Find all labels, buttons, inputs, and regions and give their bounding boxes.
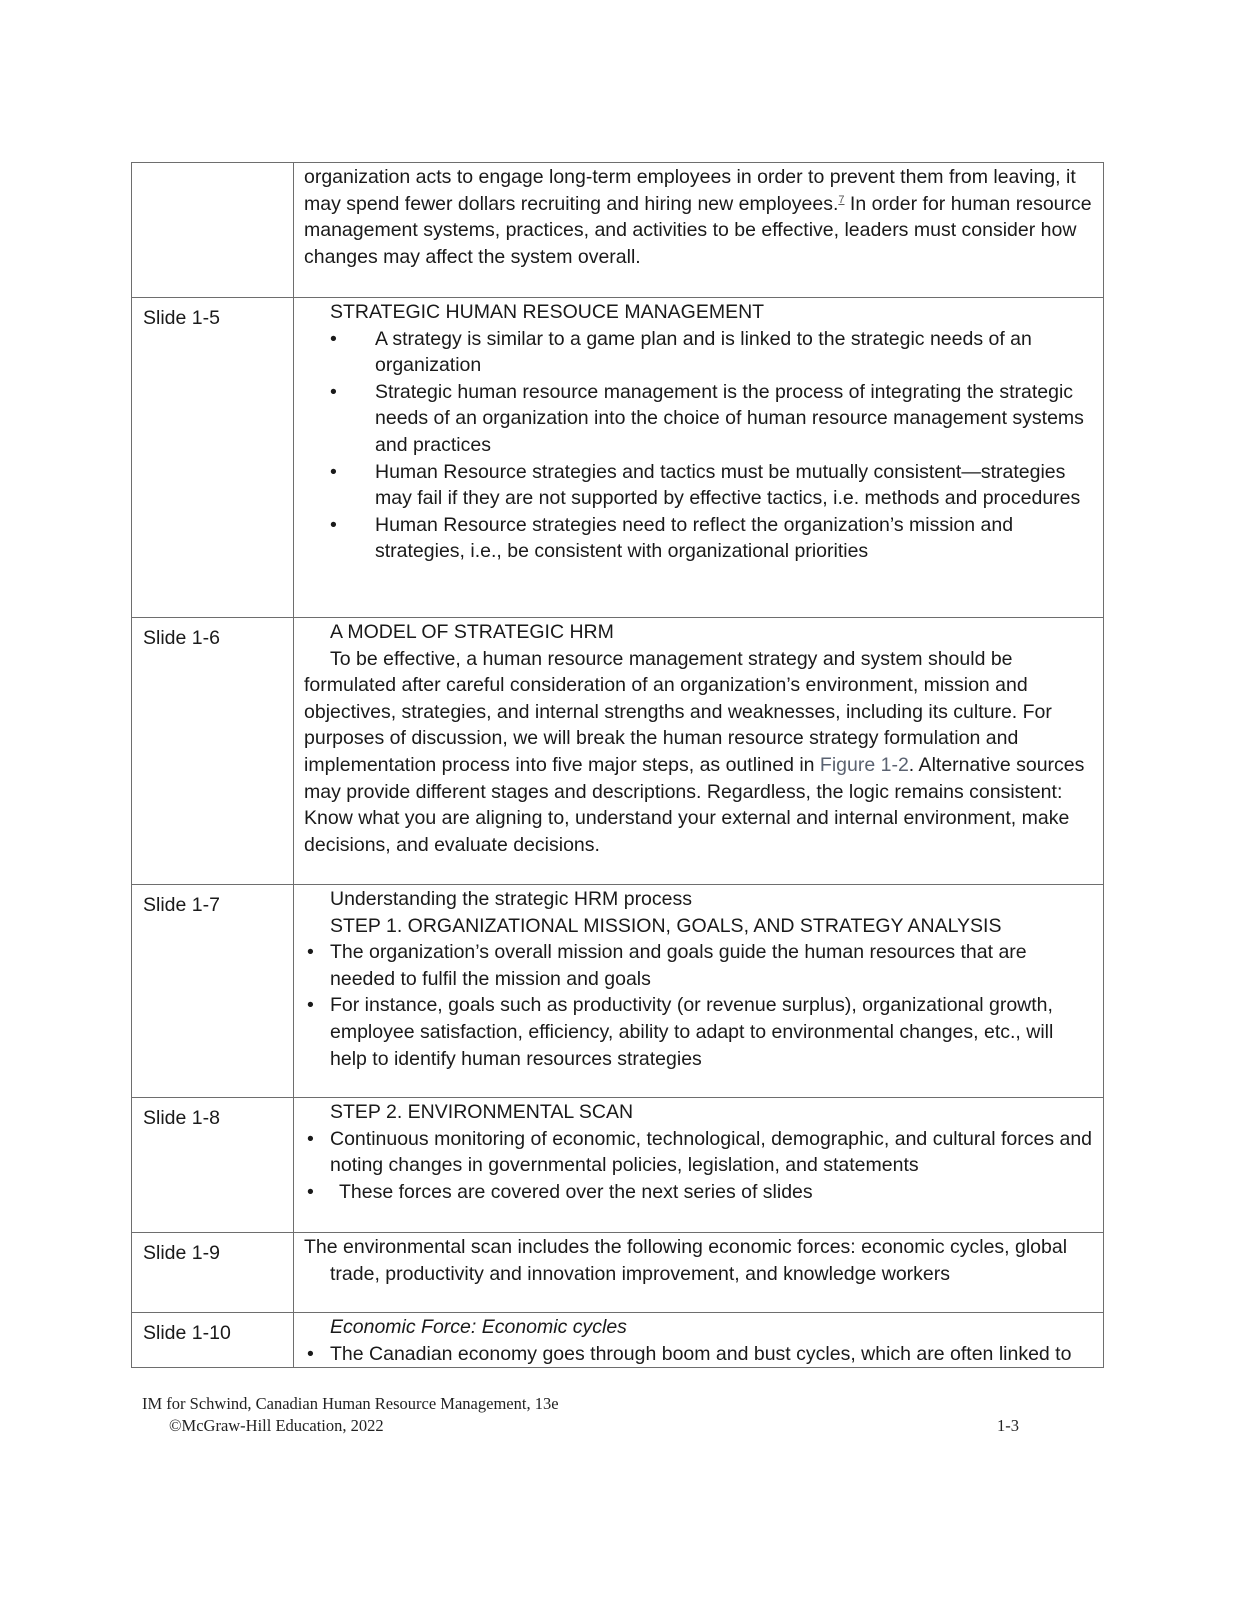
row-content [294,618,1104,885]
footnote-link[interactable]: 7 [838,193,845,206]
table-row [132,1233,1104,1313]
footer-copyright: ©McGraw-Hill Education, 2022 [169,1416,384,1435]
bullet-icon: • [307,941,314,964]
paragraph: The environmental scan includes the following economic forces: economic cycles, global trade, productivity and innovation improvement, and knowledge workers [304,1236,1068,1285]
list-item: • These forces are covered over the next series of slides [304,1179,1093,1206]
slide-label: Slide 1-5 [132,298,294,618]
section-heading: Economic Force: Economic cycles [330,1316,627,1338]
section-heading: STRATEGIC HUMAN RESOUCE MANAGEMENT [330,301,765,323]
bullet-icon: • [307,1180,314,1203]
row-content [294,1313,1104,1368]
bullet-icon: • [330,327,337,350]
footer-title: IM for Schwind, Canadian Human Resource Management, 13e [142,1394,559,1413]
section-subheading: Understanding the strategic HRM process [330,888,692,910]
table-row [132,618,1104,885]
slide-label: Slide 1-9 [132,1233,294,1313]
slide-notes-table [131,162,1104,1368]
bullet-icon: • [307,994,314,1017]
slide-label: Slide 1-7 [132,885,294,1098]
bullet-icon: • [307,1127,314,1150]
paragraph: To be effective, a human resource management strategy and system should be formulated after careful consideration of an organization’s environment, mission and objectives, strategies, and internal strengths and weaknesses, including its culture. For purposes of discussion, we will break the human resource strategy formulation and implementation process into five major steps, as outlined in Figure 1-2. Alternative sources may provide different stages and descriptions. Regardless, the logic remains consistent: Know what you are aligning to, understand your external and internal environment, make decisions, and evaluate decisions. [304,647,1085,856]
page-number: 1-3 [997,1416,1019,1435]
bullet-icon: • [330,460,337,483]
slide-label: Slide 1-10 [132,1313,294,1368]
paragraph: organization acts to engage long-term employees in order to prevent them from leaving, it may spend fewer dollars recruiting and hiring new employees.$^7$ In order for human resource management systems, practices, and activities to be effective, leaders must consider how changes may affect the system overall. [304,166,1092,268]
row-content [294,298,1104,618]
row-content [294,163,1104,298]
section-heading: STEP 2. ENVIRONMENTAL SCAN [330,1101,634,1123]
list-item: • The organization’s overall mission and goals guide the human resources that are needed to fulfil the mission and goals [307,941,1027,990]
row-content [294,1098,1104,1233]
section-heading: A MODEL OF STRATEGIC HRM [330,621,614,643]
row-content [294,885,1104,1098]
table-row [132,163,1104,298]
list-item: • A strategy is similar to a game plan and is linked to the strategic needs of an organization [330,327,1032,377]
table-row [132,1313,1104,1368]
bullet-icon: • [330,513,337,536]
list-item: • Continuous monitoring of economic, technological, demographic, and cultural forces and noting changes in governmental policies, legislation, and statements [307,1127,1093,1177]
table-row [132,1098,1104,1233]
slide-label: Slide 1-8 [132,1098,294,1233]
list-item: • Human Resource strategies need to reflect the organization’s mission and strategies, i.e., be consistent with organizational priorities [330,513,1014,563]
bullet-icon: • [330,380,337,403]
table-row [132,885,1104,1098]
list-item: • The Canadian economy goes through boom and bust cycles, which are often linked to [304,1341,1093,1368]
bullet-icon: • [307,1342,314,1365]
row-content [294,1233,1104,1313]
section-heading: STEP 1. ORGANIZATIONAL MISSION, GOALS, AND STRATEGY ANALYSIS [330,914,1002,937]
figure-link[interactable]: Figure 1-2 [819,753,909,776]
slide-label [132,163,294,298]
list-item: • For instance, goals such as productivity (or revenue surplus), organizational growth, employee satisfaction, efficiency, ability to adapt to environmental changes, etc., will help to identify human resources strategies [307,994,1054,1070]
table-row [132,298,1104,618]
list-item: • Human Resource strategies and tactics must be mutually consistent—strategies may fail if they are not supported by effective tactics, i.e. methods and procedures [330,460,1081,510]
list-item: • Strategic human resource management is the process of integrating the strategic needs of an organization into the choice of human resource management systems and practices [330,380,1084,456]
slide-label: Slide 1-6 [132,618,294,885]
